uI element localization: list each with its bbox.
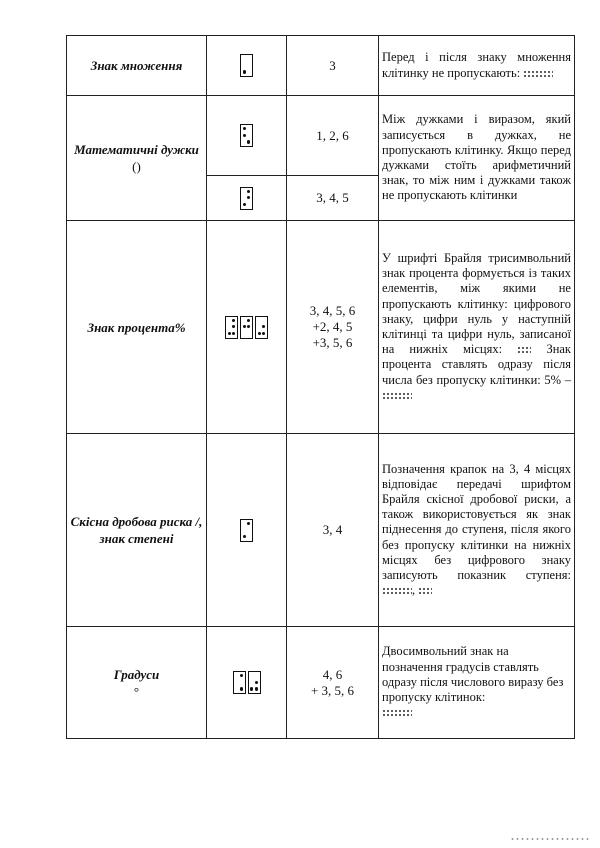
- braille-dot: [255, 681, 258, 684]
- braille-cell: [240, 54, 253, 77]
- sign-name: Скісна дробова риска /, знак степені: [67, 434, 207, 627]
- braille-cell: [240, 316, 253, 339]
- braille-dot: [247, 140, 250, 143]
- braille-dot: [243, 127, 246, 130]
- braille-dot: [255, 687, 258, 690]
- braille-dot: [247, 196, 250, 199]
- table-row: [67, 36, 575, 96]
- dot-numbers: 3, 4, 5: [287, 176, 379, 221]
- braille-dot: [247, 190, 250, 193]
- braille-dot: [232, 319, 235, 322]
- braille-dot: [243, 535, 246, 538]
- dot-numbers: 3, 4, 5, 6 +2, 4, 5 +3, 5, 6: [287, 221, 379, 434]
- sign-description: Між дужками і виразом, який записується в дужках, не пропускають клітинку. Якщо перед дужками стоїть арифметичний знак, то між ним і дужками також не пропускають клітинки: [379, 96, 575, 221]
- braille-cell: [240, 519, 253, 542]
- braille-dot: [232, 325, 235, 328]
- table-row: [67, 434, 575, 627]
- sign-description: Перед і після знаку множення клітинку не пропускають:: [379, 36, 575, 96]
- sign-description: Двосимвольний знак на позначення градусів ставлять одразу після числового виразу без пропуску клітинок:: [379, 627, 575, 739]
- braille-dot: [240, 674, 243, 677]
- table-row: [67, 221, 575, 434]
- braille-cell: [240, 187, 253, 210]
- braille-dot: [258, 332, 261, 335]
- sign-name: Знак процента%: [67, 221, 207, 434]
- sign-description: У шрифті Брайля трисимвольний знак процента формується із таких елементів, між якими не пропускають клітинку: цифрового знаку, цифри нуль у наступній клітинці та цифри нуль, записаної на нижніх місцях: Знак процента ставлять одразу після числа без пропуску клітинки: 5% –: [379, 221, 575, 434]
- braille-dot: [243, 325, 246, 328]
- sign-name: Математичні дужки (): [67, 96, 207, 221]
- dot-numbers: 4, 6 + 3, 5, 6: [287, 627, 379, 739]
- braille-dot: [243, 70, 246, 73]
- sign-symbol: (): [132, 159, 141, 174]
- braille-pattern: [207, 176, 287, 221]
- braille-dot: [250, 687, 253, 690]
- page-mark: [510, 836, 590, 842]
- sign-symbol: °: [133, 683, 140, 699]
- sign-name: Знак множення: [67, 36, 207, 96]
- braille-dot: [232, 332, 235, 335]
- braille-signs-table: [66, 35, 575, 739]
- sign-name: Градуси °: [67, 627, 207, 739]
- braille-dot: [228, 332, 231, 335]
- braille-dot: [247, 325, 250, 328]
- braille-example-icon: [382, 709, 412, 717]
- braille-dot: [247, 319, 250, 322]
- braille-dot: [262, 332, 265, 335]
- sign-description: Позначення крапок на 3, 4 місцях відповідає передачі шрифтом Брайля скісної дробової риски, а також використовується як знак піднесення до ступеня, після якого без пропуску клітинки на нижніх місцях без цифрового знаку записують показник ступеня: ,: [379, 434, 575, 627]
- braille-cell: [233, 671, 246, 694]
- table-row: [67, 96, 575, 176]
- braille-example-icon: [382, 587, 412, 595]
- braille-pattern: [207, 627, 287, 739]
- braille-pattern: [207, 96, 287, 176]
- dot-numbers: 1, 2, 6: [287, 96, 379, 176]
- braille-cell: [248, 671, 261, 694]
- dot-numbers: 3: [287, 36, 379, 96]
- braille-pattern: [207, 36, 287, 96]
- dot-numbers: 3, 4: [287, 434, 379, 627]
- braille-example-icon: [418, 587, 432, 595]
- braille-example-icon: [523, 70, 553, 78]
- braille-dot: [243, 203, 246, 206]
- braille-cell: [225, 316, 238, 339]
- table-row: [67, 627, 575, 739]
- braille-dot: [240, 687, 243, 690]
- braille-pattern: [207, 221, 287, 434]
- braille-dot: [247, 522, 250, 525]
- braille-dot: [262, 325, 265, 328]
- braille-cell: [255, 316, 268, 339]
- braille-cell: [240, 124, 253, 147]
- braille-example-icon: [517, 346, 531, 354]
- braille-pattern: [207, 434, 287, 627]
- braille-dot: [243, 134, 246, 137]
- braille-example-icon: [382, 392, 412, 400]
